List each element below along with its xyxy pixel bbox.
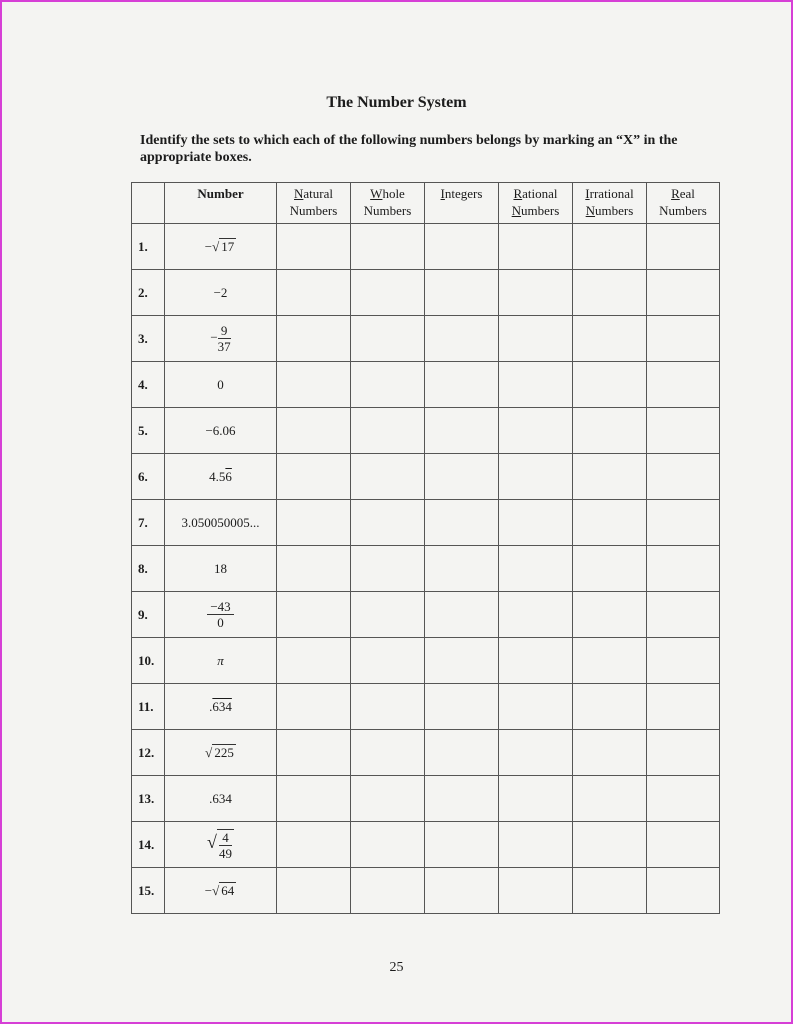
mark-box-natural[interactable] [277, 592, 351, 638]
number-cell [165, 822, 277, 868]
table-row [132, 546, 720, 592]
header-irrational-line2-initial: N [585, 203, 596, 218]
mark-box-natural[interactable] [277, 500, 351, 546]
table-row [132, 776, 720, 822]
mark-box-irrational[interactable] [573, 500, 647, 546]
mark-box-real[interactable] [647, 270, 720, 316]
mark-box-integers[interactable] [425, 546, 499, 592]
row-index: 3. [132, 316, 165, 362]
table-row [132, 408, 720, 454]
header-rational-initial: R [513, 186, 523, 201]
mark-box-integers[interactable] [425, 638, 499, 684]
number-cell: 18 [165, 546, 277, 592]
mark-box-whole[interactable] [351, 500, 425, 546]
header-number: Number [165, 183, 277, 224]
row-index: 14. [132, 822, 165, 868]
mark-box-irrational[interactable] [573, 408, 647, 454]
minus-sign: − [204, 238, 213, 254]
table-row [132, 684, 720, 730]
row-index: 13. [132, 776, 165, 822]
mark-box-real[interactable] [647, 408, 720, 454]
number-cell: 0 [165, 362, 277, 408]
row-index: 5. [132, 408, 165, 454]
header-blank [132, 183, 165, 224]
mark-box-natural[interactable] [277, 868, 351, 914]
mark-box-natural[interactable] [277, 546, 351, 592]
table-row [132, 362, 720, 408]
mark-box-integers[interactable] [425, 868, 499, 914]
radicand: 64 [221, 882, 235, 898]
mark-box-irrational[interactable] [573, 592, 647, 638]
mark-box-integers[interactable] [425, 730, 499, 776]
header-irrational-rest: rrational [589, 186, 634, 201]
mark-box-rational[interactable] [499, 316, 573, 362]
mark-box-integers[interactable] [425, 362, 499, 408]
number-classification-table [131, 182, 720, 914]
row-index: 7. [132, 500, 165, 546]
radicand: 17 [221, 238, 235, 254]
row-index: 1. [132, 224, 165, 270]
minus-sign: − [210, 329, 218, 345]
number-cell [165, 592, 277, 638]
mark-box-whole[interactable] [351, 270, 425, 316]
mark-box-integers[interactable] [425, 500, 499, 546]
mark-box-whole[interactable] [351, 868, 425, 914]
header-whole [351, 183, 425, 224]
number-cell [165, 224, 277, 270]
table-row [132, 224, 720, 270]
mark-box-integers[interactable] [425, 316, 499, 362]
mark-box-irrational[interactable] [573, 546, 647, 592]
mark-box-rational[interactable] [499, 270, 573, 316]
mark-box-rational[interactable] [499, 868, 573, 914]
number-cell: −6.06 [165, 408, 277, 454]
numerator: −43 [207, 599, 233, 615]
row-index: 2. [132, 270, 165, 316]
mark-box-whole[interactable] [351, 224, 425, 270]
mark-box-irrational[interactable] [573, 362, 647, 408]
mark-box-integers[interactable] [425, 270, 499, 316]
repeating-digits: 6 [225, 468, 232, 484]
mark-box-rational[interactable] [499, 638, 573, 684]
decimal-prefix: 4.5 [209, 468, 226, 484]
mark-box-rational[interactable] [499, 776, 573, 822]
mark-box-irrational[interactable] [573, 776, 647, 822]
mark-box-rational[interactable] [499, 362, 573, 408]
mark-box-whole[interactable] [351, 316, 425, 362]
header-integers-rest: ntegers [444, 186, 483, 201]
mark-box-irrational[interactable] [573, 224, 647, 270]
row-index: 6. [132, 454, 165, 500]
row-index: 15. [132, 868, 165, 914]
mark-box-rational[interactable] [499, 730, 573, 776]
number-cell [165, 684, 277, 730]
header-rational [499, 183, 573, 224]
number-cell [165, 868, 277, 914]
mark-box-irrational[interactable] [573, 316, 647, 362]
mark-box-real[interactable] [647, 822, 720, 868]
table-row [132, 500, 720, 546]
header-row [132, 183, 720, 224]
radical-fraction [217, 829, 234, 861]
decimal-prefix: . [209, 698, 213, 714]
mark-box-natural[interactable] [277, 270, 351, 316]
repeating-digits: 634 [212, 698, 232, 714]
mark-box-whole[interactable] [351, 408, 425, 454]
fraction [218, 323, 231, 354]
row-index: 12. [132, 730, 165, 776]
number-cell [165, 316, 277, 362]
fraction [207, 599, 233, 630]
table-row [132, 270, 720, 316]
mark-box-natural[interactable] [277, 730, 351, 776]
mark-box-real[interactable] [647, 730, 720, 776]
header-real [647, 183, 720, 224]
header-real-line2: Numbers [659, 203, 707, 218]
number-cell [165, 730, 277, 776]
table-row [132, 592, 720, 638]
page-title: The Number System [326, 94, 467, 111]
table-row [132, 316, 720, 362]
header-rational-line2-rest: umbers [521, 203, 560, 218]
header-whole-line2: Numbers [363, 203, 412, 218]
header-real-initial: R [671, 186, 680, 201]
mark-box-integers[interactable] [425, 408, 499, 454]
mark-box-irrational[interactable] [573, 270, 647, 316]
mark-box-integers[interactable] [425, 224, 499, 270]
row-index: 10. [132, 638, 165, 684]
header-irrational-initial: I [585, 186, 590, 201]
mark-box-whole[interactable] [351, 454, 425, 500]
mark-box-natural[interactable] [277, 316, 351, 362]
mark-box-real[interactable] [647, 362, 720, 408]
table-row [132, 454, 720, 500]
number-cell: .634 [165, 776, 277, 822]
mark-box-natural[interactable] [277, 408, 351, 454]
mark-box-whole[interactable] [351, 776, 425, 822]
mark-box-natural[interactable] [277, 638, 351, 684]
mark-box-rational[interactable] [499, 822, 573, 868]
header-natural-initial: N [294, 186, 304, 201]
mark-box-irrational[interactable] [573, 684, 647, 730]
mark-box-rational[interactable] [499, 224, 573, 270]
header-rational-line2-initial: N [511, 203, 522, 218]
table-row [132, 822, 720, 868]
row-index: 4. [132, 362, 165, 408]
numerator: 4 [219, 830, 232, 846]
mark-box-natural[interactable] [277, 362, 351, 408]
header-natural-rest: atural [303, 186, 333, 201]
header-natural [277, 183, 351, 224]
mark-box-whole[interactable] [351, 822, 425, 868]
radical-sign: √ [207, 831, 217, 852]
page-number: 25 [389, 960, 404, 975]
mark-box-natural[interactable] [277, 822, 351, 868]
mark-box-whole[interactable] [351, 638, 425, 684]
mark-box-natural[interactable] [277, 776, 351, 822]
mark-box-rational[interactable] [499, 592, 573, 638]
mark-box-real[interactable] [647, 224, 720, 270]
row-index: 9. [132, 592, 165, 638]
mark-box-real[interactable] [647, 316, 720, 362]
radical-sign: √ [212, 238, 220, 254]
mark-box-integers[interactable] [425, 684, 499, 730]
mark-box-irrational[interactable] [573, 454, 647, 500]
radical-sign: √ [212, 882, 220, 898]
mark-box-rational[interactable] [499, 408, 573, 454]
mark-box-integers[interactable] [425, 592, 499, 638]
table-row [132, 638, 720, 684]
mark-box-natural[interactable] [277, 684, 351, 730]
mark-box-irrational[interactable] [573, 822, 647, 868]
header-integers [425, 183, 499, 224]
mark-box-irrational[interactable] [573, 730, 647, 776]
denominator: 49 [218, 845, 232, 861]
table-row [132, 730, 720, 776]
header-whole-initial: W [370, 186, 383, 201]
mark-box-rational[interactable] [499, 684, 573, 730]
header-whole-rest: hole [382, 186, 405, 201]
mark-box-whole[interactable] [351, 730, 425, 776]
minus-sign: − [204, 882, 213, 898]
mark-box-real[interactable] [647, 500, 720, 546]
denominator: 0 [217, 615, 224, 630]
mark-box-integers[interactable] [425, 822, 499, 868]
mark-box-real[interactable] [647, 776, 720, 822]
header-irrational-line2-rest: umbers [595, 203, 634, 218]
mark-box-rational[interactable] [499, 546, 573, 592]
mark-box-real[interactable] [647, 638, 720, 684]
mark-box-rational[interactable] [499, 454, 573, 500]
mark-box-real[interactable] [647, 868, 720, 914]
number-cell: 3.050050005... [165, 500, 277, 546]
mark-box-integers[interactable] [425, 776, 499, 822]
mark-box-real[interactable] [647, 454, 720, 500]
header-rational-rest: ational [522, 186, 558, 201]
mark-box-natural[interactable] [277, 454, 351, 500]
mark-box-whole[interactable] [351, 546, 425, 592]
header-natural-line2: Numbers [289, 203, 338, 218]
radicand: 225 [214, 744, 234, 760]
instructions: Identify the sets to which each of the following numbers belongs by marking an “X” in the appropriate boxes. [140, 133, 678, 165]
mark-box-real[interactable] [647, 684, 720, 730]
number-cell: π [165, 638, 277, 684]
mark-box-real[interactable] [647, 546, 720, 592]
mark-box-irrational[interactable] [573, 868, 647, 914]
row-index: 11. [132, 684, 165, 730]
radical-sign: √ [205, 744, 213, 760]
row-index: 8. [132, 546, 165, 592]
mark-box-real[interactable] [647, 592, 720, 638]
mark-box-integers[interactable] [425, 454, 499, 500]
header-integers-initial: I [440, 186, 445, 201]
denominator: 37 [217, 339, 231, 354]
number-cell: −2 [165, 270, 277, 316]
mark-box-whole[interactable] [351, 592, 425, 638]
header-real-rest: eal [679, 186, 695, 201]
mark-box-irrational[interactable] [573, 638, 647, 684]
numerator: 9 [218, 323, 231, 339]
table-row [132, 868, 720, 914]
number-cell [165, 454, 277, 500]
header-irrational [573, 183, 647, 224]
mark-box-whole[interactable] [351, 362, 425, 408]
mark-box-rational[interactable] [499, 500, 573, 546]
mark-box-whole[interactable] [351, 684, 425, 730]
mark-box-natural[interactable] [277, 224, 351, 270]
